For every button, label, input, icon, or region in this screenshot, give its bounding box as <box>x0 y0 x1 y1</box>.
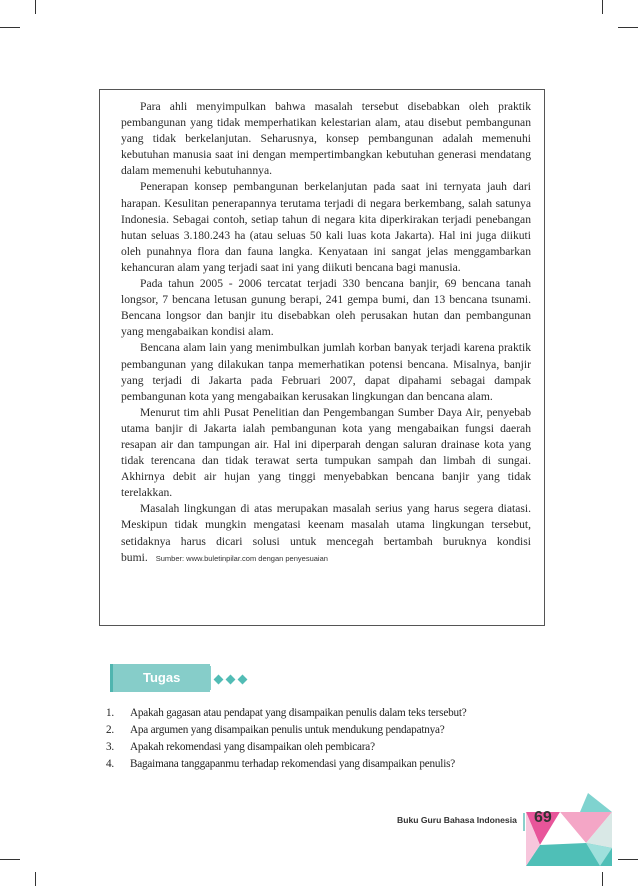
source-citation: Sumber: www.buletinpilar.com dengan penyesuaian <box>155 553 328 563</box>
question-text: Bagaimana tanggapanmu terhadap rekomendasi yang disampaikan penulis? <box>130 758 456 770</box>
question-number: 3. <box>106 741 114 753</box>
article-paragraph: Bencana alam lain yang menimbulkan jumlah korban banyak terjadi karena praktik pembangunan yang dilakukan tanpa memerhatikan potensi bencana. Misalnya, banjir yang terjadi di Jakarta pada Februari 2007, dapat dipahami sebagai dampak pembangunan kota yang mengabaikan kerusakan lingkungan dan bencana alam. <box>121 341 531 403</box>
footer-divider <box>523 813 525 831</box>
question-number: 4. <box>106 758 114 770</box>
article-paragraph-text: Masalah lingkungan di atas merupakan masalah serius yang harus segera diatasi. Meskipun tidak mungkin mengatasi keenam masalah utama lingkungan tersebut, setidaknya harus dicari solusi untuk mencegah bertambah buruknya kondisi bumi. <box>121 502 531 564</box>
article-paragraph: Para ahli menyimpulkan bahwa masalah tersebut disebabkan oleh praktik pembangunan yang tidak memperhatikan kelestarian alam, atau disebut pembangunan yang tidak berkelanjutan. Seharusnya, konsep pembangunan adalah memenuhi kebutuhan manusia saat ini dengan mempertimbangkan kebutuhan generasi mendatang dalam memenuhi kebutuhannya. <box>121 100 531 178</box>
article-paragraph: Penerapan konsep pembangunan berkelanjutan pada saat ini ternyata jauh dari harapan. Kesulitan penerapannya terutama terjadi di negara berkembang, salah satunya Indonesia. Sebagai contoh, setiap tahun di negara kita diperkirakan terjadi penebangan hutan seluas 3.180.243 ha (atau seluas 50 kali luas kota Jakarta). Hal ini juga diikuti oleh punahnya flora dan fauna langka. Kenyataan ini sangat jelas menggambarkan kehancuran alam yang terjadi saat ini yang diikuti bencana bagi manusia. <box>121 180 531 274</box>
question-text: Apakah gagasan atau pendapat yang disampaikan penulis dalam teks tersebut? <box>130 707 467 719</box>
article-paragraph: Menurut tim ahli Pusat Penelitian dan Pengembangan Sumber Daya Air, penyebab utama banjir di Jakarta ialah pembangunan kota yang mengabaikan fungsi daerah resapan air dan tampungan air. Hal ini diperparah dengan saluran drainase kota yang tidak terencana dan tidak terawat serta tumpukan sampah dan limbah di sungai. Akhirnya debit air hujan yang tinggi menyebabkan bencana banjir yang tidak terelakkan. <box>121 405 531 500</box>
page-number: 69 <box>534 809 552 826</box>
book-title: Buku Guru Bahasa Indonesia <box>397 815 517 825</box>
article-paragraph: Pada tahun 2005 - 2006 tercatat terjadi 330 bencana banjir, 69 bencana tanah longsor, 7 bencana letusan gunung berapi, 241 gempa bumi, dan 13 bencana tsunami. Bencana longsor dan banjir itu disebabkan oleh perusakan hutan dan pembangunan yang mengabaikan kondisi alam. <box>121 277 531 339</box>
question-text: Apa argumen yang disampaikan penulis untuk mendukung pendapatnya? <box>130 724 445 736</box>
task-heading: Tugas <box>110 664 210 692</box>
question-number: 1. <box>106 707 114 719</box>
teal-triangle <box>580 793 612 812</box>
question-text: Apakah rekomendasi yang disampaikan oleh pembicara? <box>130 741 375 753</box>
question-number: 2. <box>106 724 114 736</box>
